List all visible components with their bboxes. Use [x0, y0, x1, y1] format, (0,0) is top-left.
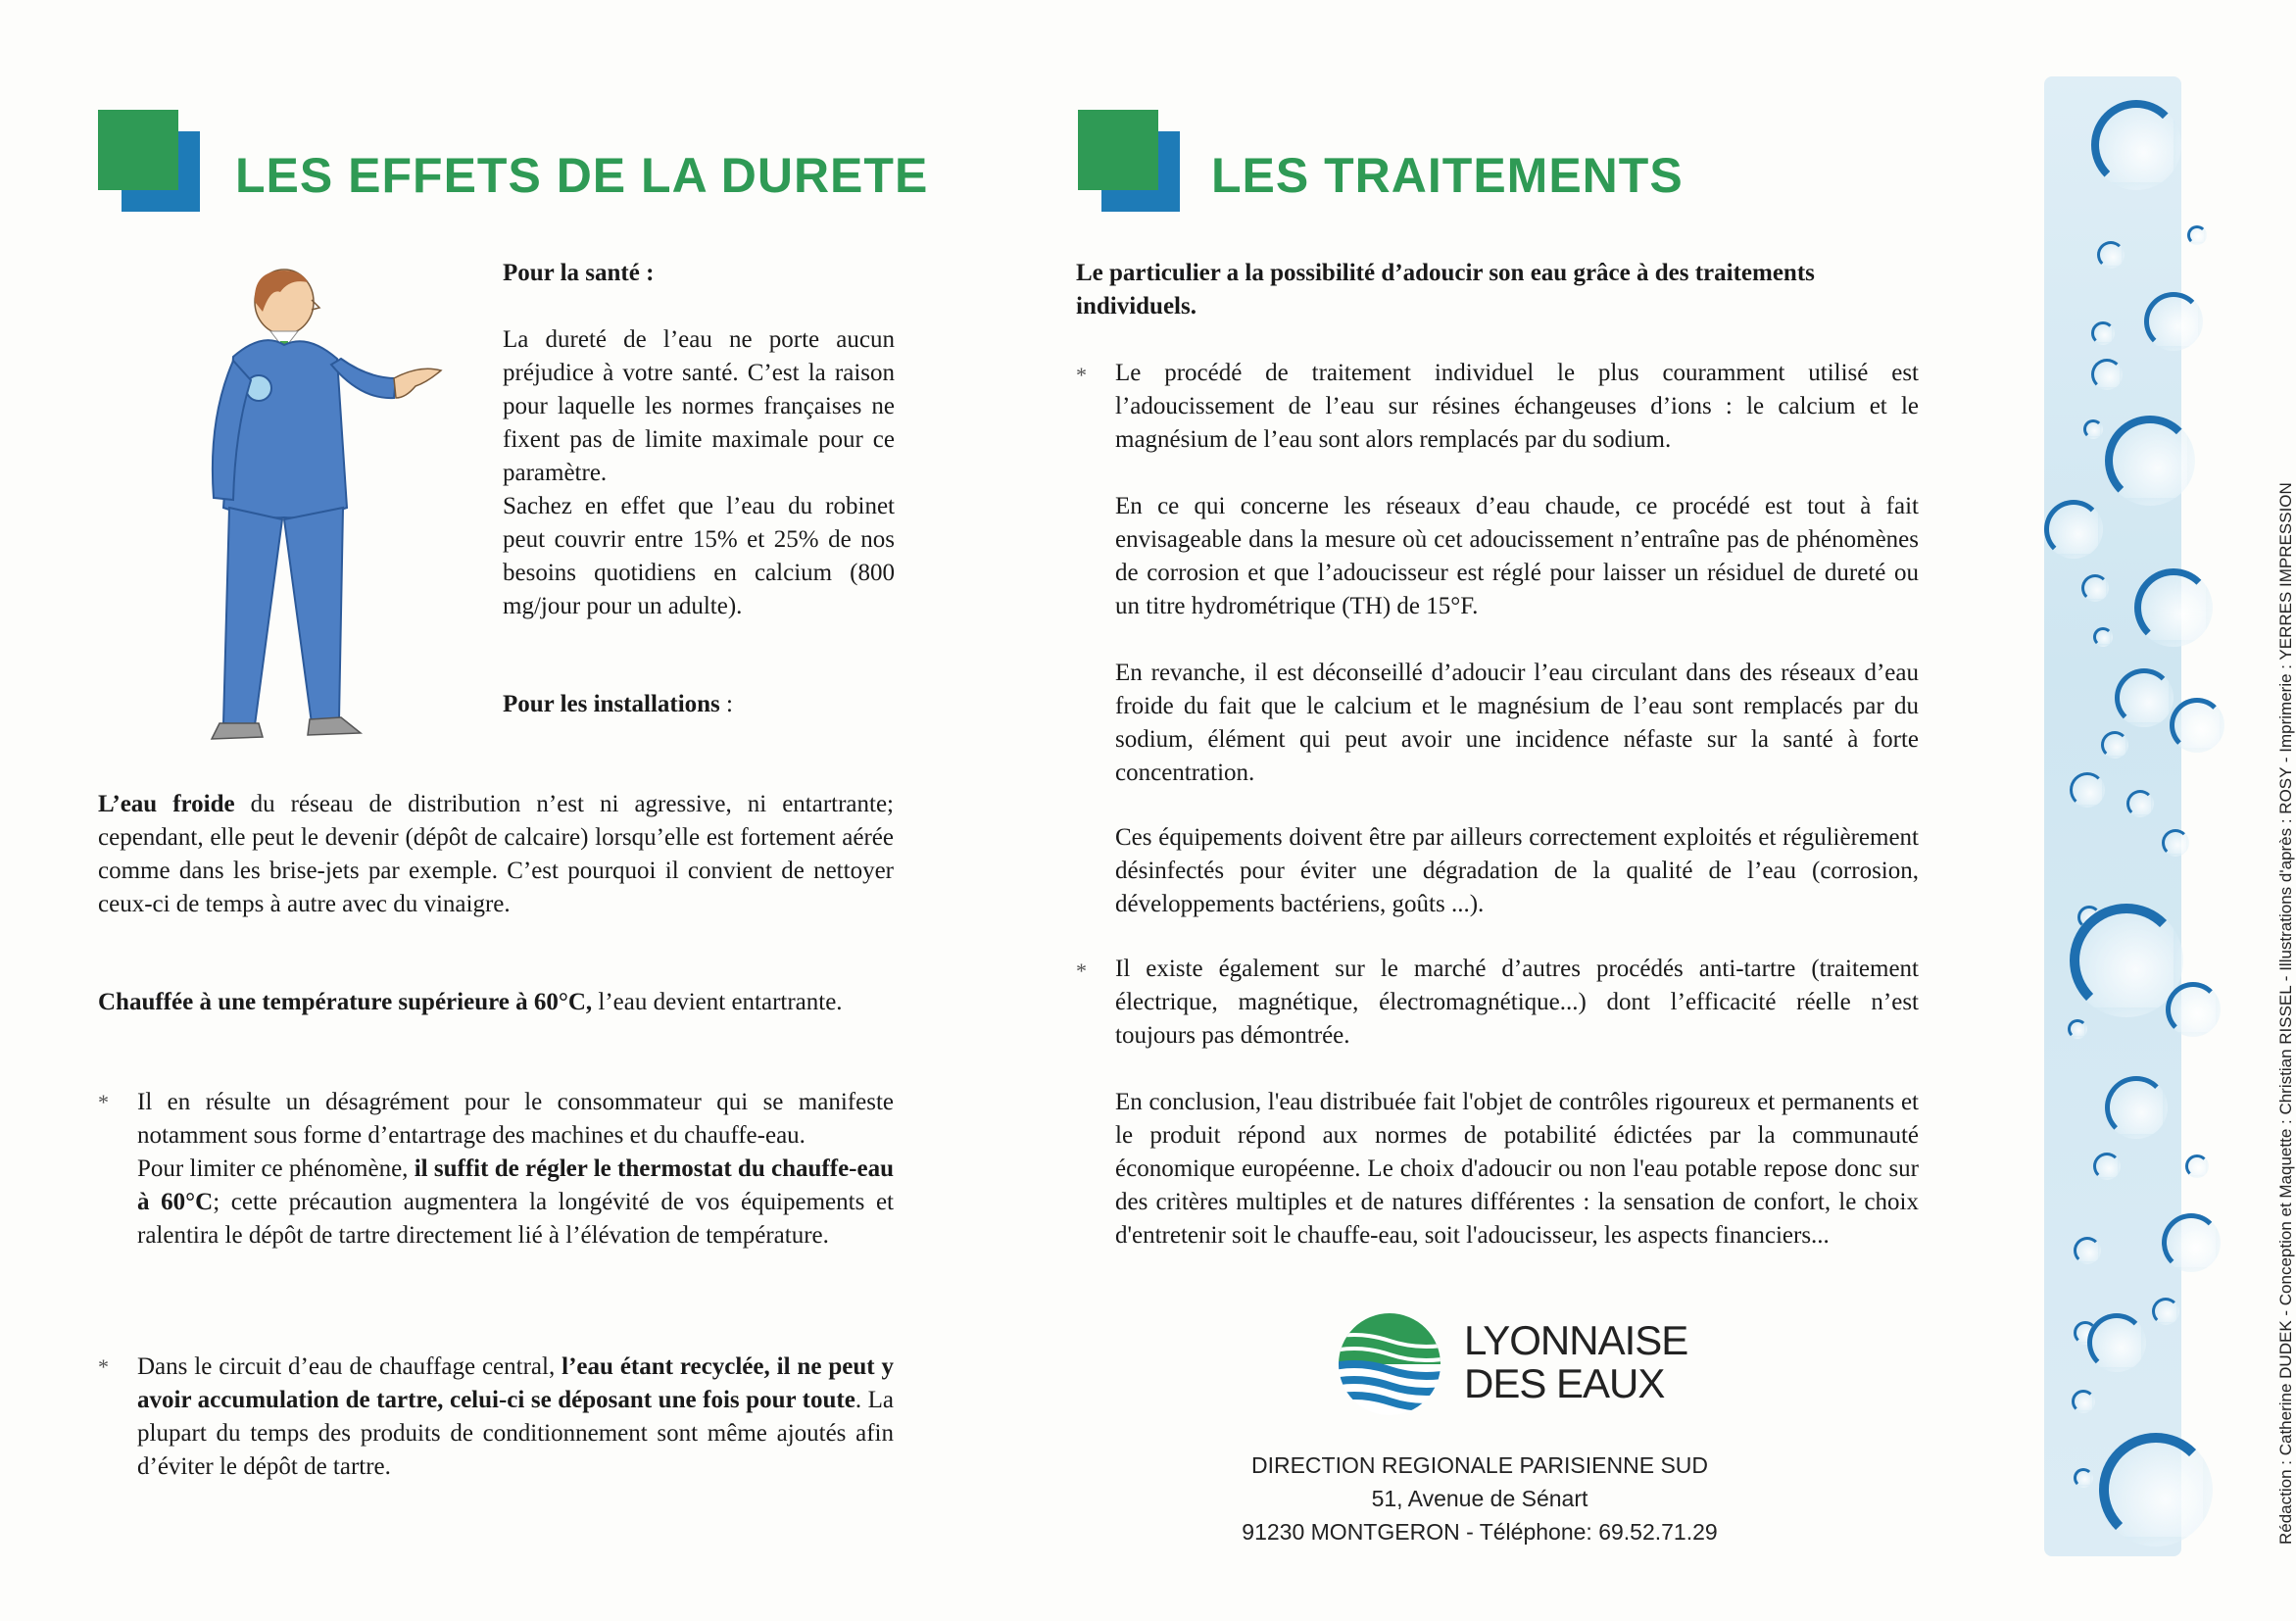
installations-heading-text: Pour les installations — [503, 691, 720, 717]
bullet-2 — [137, 1351, 894, 1484]
eau-froide-bold: L’eau froide — [98, 791, 235, 817]
bubble-decoration — [2187, 225, 2207, 245]
bubble-decoration — [2101, 731, 2128, 759]
section-title-traitements: LES TRAITEMENTS — [1211, 148, 1684, 203]
traitements-intro: Le particulier a la possibilité d’adoucir son eau grâce à des traitements individuels. — [1076, 260, 1815, 319]
man-illustration — [165, 263, 459, 762]
bubble-decoration — [2070, 772, 2105, 808]
bubble-decoration — [2044, 500, 2103, 559]
bubble-decoration — [2093, 627, 2113, 647]
logo-waves-icon — [1319, 1311, 1466, 1419]
bubble-decoration — [2072, 1390, 2095, 1413]
installations-heading — [503, 688, 895, 721]
bubble-decoration — [2091, 359, 2123, 390]
bubble-decoration — [2152, 1298, 2179, 1325]
bullet-1-bold: il suffit de régler le thermostat du chauffe-eau à 60°C — [137, 1155, 895, 1215]
bubble-decoration — [2105, 416, 2195, 506]
bubble-decoration — [2162, 829, 2189, 857]
bubble-decoration — [2081, 574, 2109, 602]
bubble-decoration — [2166, 982, 2221, 1037]
bullet-star-3: * — [1076, 363, 1087, 387]
credits-vertical: Rédaction : Catherine DUDEK - Conception et Maquette : Christian RISSEL - Illustrations d'après : ROSY - Imprimerie : YERRES IMPRESSION — [2276, 482, 2295, 1545]
eau-froide-text: du réseau de distribution n’est ni agressive, ni entartrante; cependant, elle peut le devenir (dépôt de calcaire) lorsqu’elle est fortement aérée comme dans les brise-jets par exemple. C’est pourquoi il convient de nettoyer ceux-ci de temps à autre avec du vinaigre. — [98, 791, 895, 917]
bubble-decoration — [2185, 1154, 2209, 1178]
chauffee-bold: Chauffée à une température supérieure à 60°C, — [98, 989, 593, 1015]
bubble-decoration — [2074, 1237, 2101, 1264]
sante-paragraph — [503, 323, 895, 623]
section-title-effets: LES EFFETS DE LA DURETE — [235, 148, 929, 203]
bullet-2-text-2: . La plupart du temps des produits de conditionnement sont même ajoutés afin d’éviter le dépôt de tartre. — [137, 1387, 894, 1480]
traitements-p6: En conclusion, l'eau distribuée fait l'objet de contrôles rigoureux et permanents et le produit répond aux normes de potabilité édictées par la communauté économique européenne. Le choix d'adoucir ou non l'eau potable repose donc sur des critères multiples et de natures différentes : la sensation de confort, le choix d'entretenir soit le chauffe-eau, soit l'adoucisseur, les aspects financiers... — [1115, 1089, 1919, 1249]
bubble-decoration — [2144, 292, 2203, 351]
bullet-star-4: * — [1076, 958, 1087, 983]
chauffee-text: l’eau devient entartrante. — [592, 989, 843, 1015]
bubble-decoration — [2093, 1153, 2121, 1180]
sante-text: La dureté de l’eau ne porte aucun préjudice à votre santé. C’est la raison pour laquelle les normes françaises ne fixent pas de limite maximale pour ce paramètre. — [503, 326, 895, 486]
bullet-2-bold: l’eau étant recyclée, il ne peut y avoir accumulation de tartre, celui-ci se déposant une fois pour toute — [137, 1353, 894, 1413]
chauffee-paragraph — [98, 986, 894, 1019]
logo-line-1: LYONNAISE — [1464, 1317, 1688, 1363]
bubble-decoration — [2170, 698, 2224, 753]
bubble-decoration — [2083, 419, 2103, 439]
bubble-decoration — [2097, 241, 2125, 269]
bubble-decoration — [2068, 1019, 2087, 1039]
bullet-1-text-a: Il en résulte un désagrément pour le consommateur qui se manifeste notamment sous forme d’entartrage des machines et du chauffe-eau. — [137, 1089, 894, 1149]
bullet-star-1: * — [98, 1090, 109, 1114]
address-line-2: 51, Avenue de Sénart — [1371, 1486, 1588, 1511]
traitements-p5: Il existe également sur le marché d’autres procédés anti-tartre (traitement électrique, magnétique, électromagnétique...) dont l’efficacité réelle n’est toujours pas démontrée. — [1115, 956, 1919, 1049]
bubble-decoration — [2105, 1076, 2168, 1139]
bubble-decoration — [2091, 100, 2181, 190]
bullet-2-text-1: Dans le circuit d’eau de chauffage central, — [137, 1353, 562, 1380]
address-line-3: 91230 MONTGERON - Téléphone: 69.52.71.29 — [1242, 1519, 1718, 1545]
address-block — [1156, 1449, 1803, 1548]
bubble-decoration — [2091, 321, 2115, 345]
bullet-1 — [137, 1086, 894, 1253]
bullet-1-text-b — [137, 1153, 894, 1253]
eau-froide-paragraph — [98, 788, 894, 921]
sante-heading: Pour la santé : — [503, 260, 655, 286]
logo-line-2: DES EAUX — [1464, 1360, 1665, 1406]
bubble-decoration — [2087, 1313, 2146, 1372]
bubble-decoration — [2126, 790, 2154, 817]
bubble-decoration — [2134, 568, 2213, 647]
bullet-1-b2: ; cette précaution augmentera la longévité de vos équipements et ralentira le dépôt de tartre directement lié à l’élévation de température. — [137, 1189, 894, 1249]
traitements-p4: Ces équipements doivent être par ailleurs correctement exploités et régulièrement désinfectés pour éviter une dégradation de la qualité de l’eau (corrosion, développements bactériens, goûts ...). — [1115, 824, 1919, 917]
bullet-star-2: * — [98, 1354, 109, 1379]
bullet-1-b1: Pour limiter ce phénomène, — [137, 1155, 415, 1182]
bubble-decoration — [2162, 1213, 2221, 1272]
traitements-p1: Le procédé de traitement individuel le plus couramment utilisé est l’adoucissement de l’eau sur résines échangeuses d’ions : le calcium et le magnésium de l’eau sont alors remplacés par du sodium. — [1115, 360, 1919, 453]
bubble-decoration — [2115, 668, 2174, 727]
installations-colon: : — [719, 691, 733, 717]
traitements-p3: En revanche, il est déconseillé d’adoucir l’eau circulant dans des réseaux d’eau froide du fait que le calcium et le magnésium de l’eau sont remplacés par du sodium, élément qui peut avoir une incidence néfaste sur la santé à forte concentration. — [1115, 660, 1919, 786]
bubble-decoration — [2074, 1468, 2093, 1488]
address-line-1: DIRECTION REGIONALE PARISIENNE SUD — [1250, 1452, 1709, 1478]
sante-text-2: Sachez en effet que l’eau du robinet peut couvrir entre 15% et 25% de nos besoins quotidiens en calcium (800 mg/jour pour un adulte). — [503, 493, 895, 619]
traitements-p2: En ce qui concerne les réseaux d’eau chaude, ce procédé est tout à fait envisageable dans la mesure où cet adoucissement n’entraîne pas de phénomènes de corrosion et que l’adoucisseur est réglé pour laisser un résiduel de dureté ou un titre hydrométrique (TH) de 15°F. — [1115, 493, 1919, 619]
bubble-decoration — [2099, 1433, 2213, 1547]
